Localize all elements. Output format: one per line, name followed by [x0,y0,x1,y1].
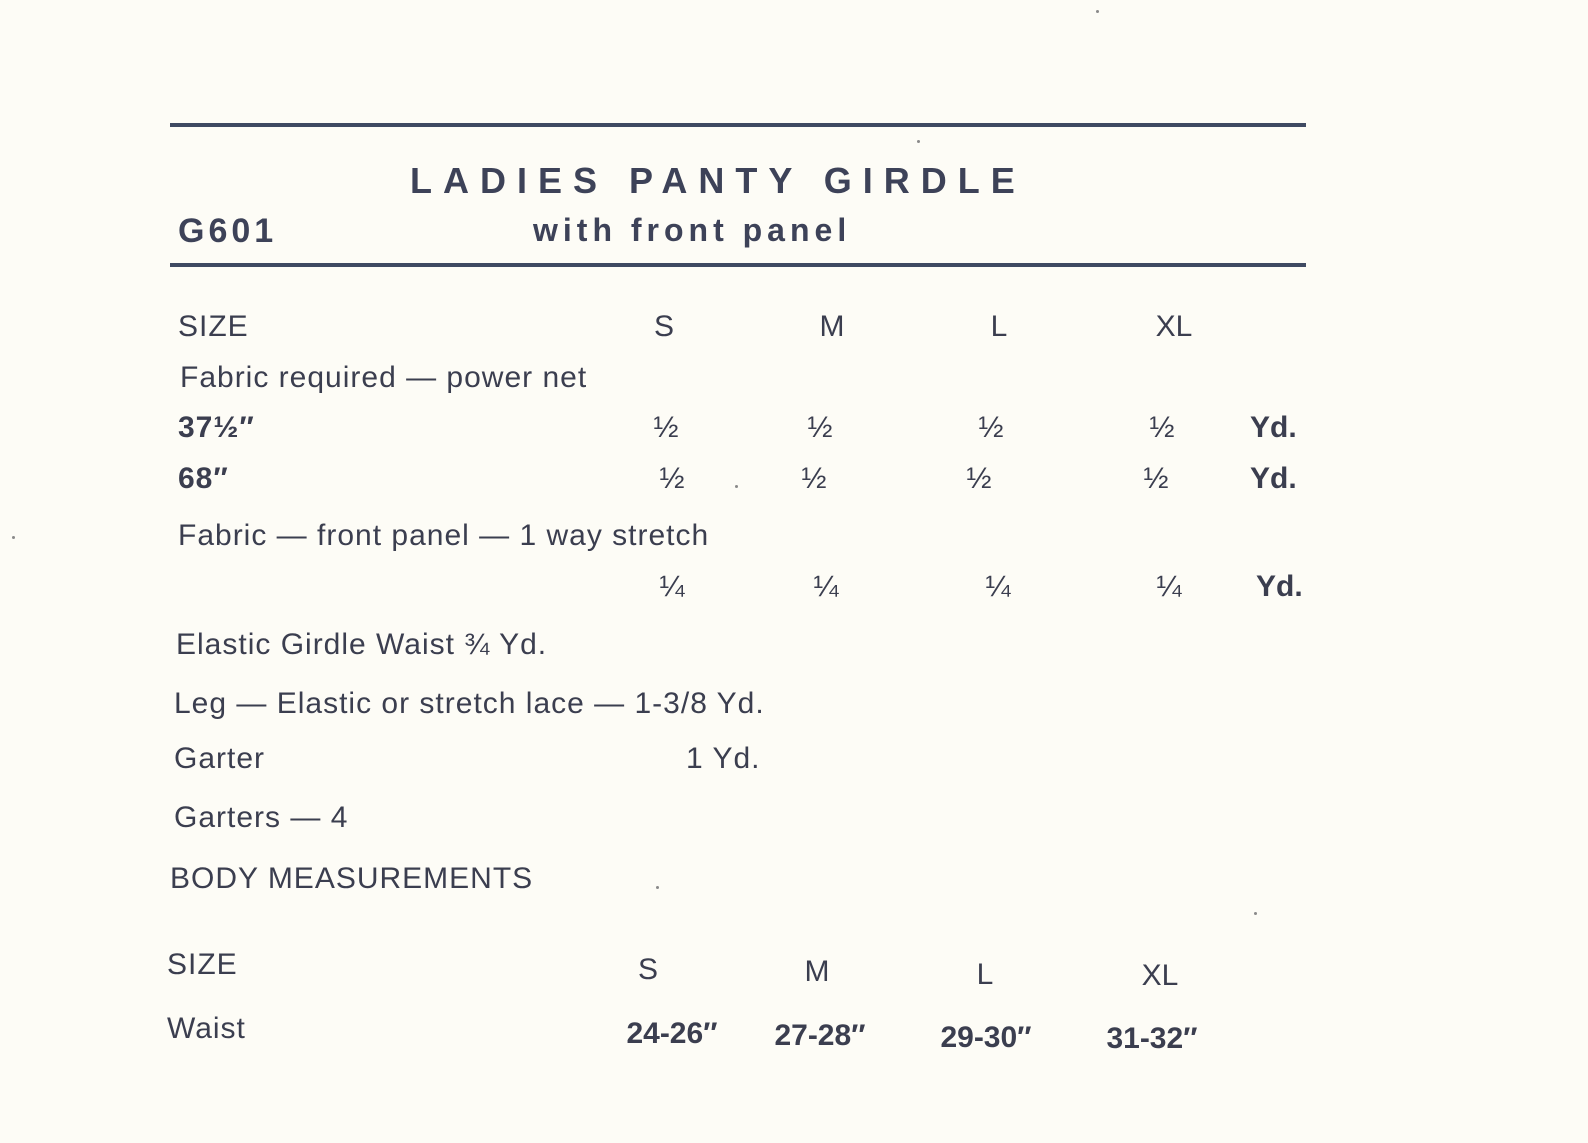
paper-speck [12,536,15,539]
yardage-cell: ½ [966,462,992,495]
pattern-code: G601 [178,212,278,250]
yardage-cell: ¼ [813,570,839,603]
paper-speck [656,886,659,889]
pattern-title: LADIES PANTY GIRDLE [410,160,1026,201]
body-size-header-m: M [804,955,830,988]
yardage-cell: ½ [978,411,1004,444]
size-header-s: S [653,310,675,343]
garter-label: Garter [174,742,266,775]
elastic-waist-text: Elastic Girdle Waist ¾ Yd. [176,628,548,661]
paper-speck [1254,912,1257,915]
yardage-cell: ½ [653,411,679,444]
yardage-cell: ¼ [985,570,1011,603]
yardage-cell: ½ [801,462,827,495]
size-header-l: L [990,310,1008,343]
size-header-m: M [819,310,845,343]
body-size-header-l: L [976,958,994,991]
yardage-cell: ¼ [1156,570,1182,603]
front-panel-heading: Fabric — front panel — 1 way stretch [178,519,710,552]
unit-label: Yd. [1256,570,1303,603]
waist-value-s: 24-26″ [626,1017,718,1050]
body-size-label: SIZE [167,948,238,981]
paper-speck [917,140,920,143]
unit-label: Yd. [1250,411,1297,444]
pattern-subtitle: with front panel [533,212,852,248]
yardage-cell: ¼ [659,570,685,603]
width-label-37: 37½″ [178,411,255,444]
top-rule [170,123,1306,127]
size-label: SIZE [178,310,249,343]
waist-value-m: 27-28″ [774,1019,866,1052]
width-label-68: 68″ [178,462,229,495]
paper-speck [735,485,738,488]
waist-value-l: 29-30″ [940,1021,1032,1054]
yardage-cell: ½ [1149,411,1175,444]
waist-label: Waist [167,1012,246,1045]
body-size-header-s: S [637,953,659,986]
waist-value-xl: 31-32″ [1106,1022,1198,1055]
body-size-header-xl: XL [1141,959,1179,992]
size-header-xl: XL [1155,310,1193,343]
yardage-cell: ½ [807,411,833,444]
paper-speck [1096,10,1099,13]
garter-value: 1 Yd. [686,742,761,775]
power-net-heading: Fabric required — power net [180,361,588,394]
body-measurements-heading: BODY MEASUREMENTS [170,862,534,895]
header-bottom-rule [170,263,1306,267]
yardage-cell: ½ [659,462,685,495]
yardage-cell: ½ [1143,462,1169,495]
leg-elastic-text: Leg — Elastic or stretch lace — 1-3/8 Yd. [174,687,765,720]
garters-count-text: Garters — 4 [174,801,349,834]
unit-label: Yd. [1250,462,1297,495]
